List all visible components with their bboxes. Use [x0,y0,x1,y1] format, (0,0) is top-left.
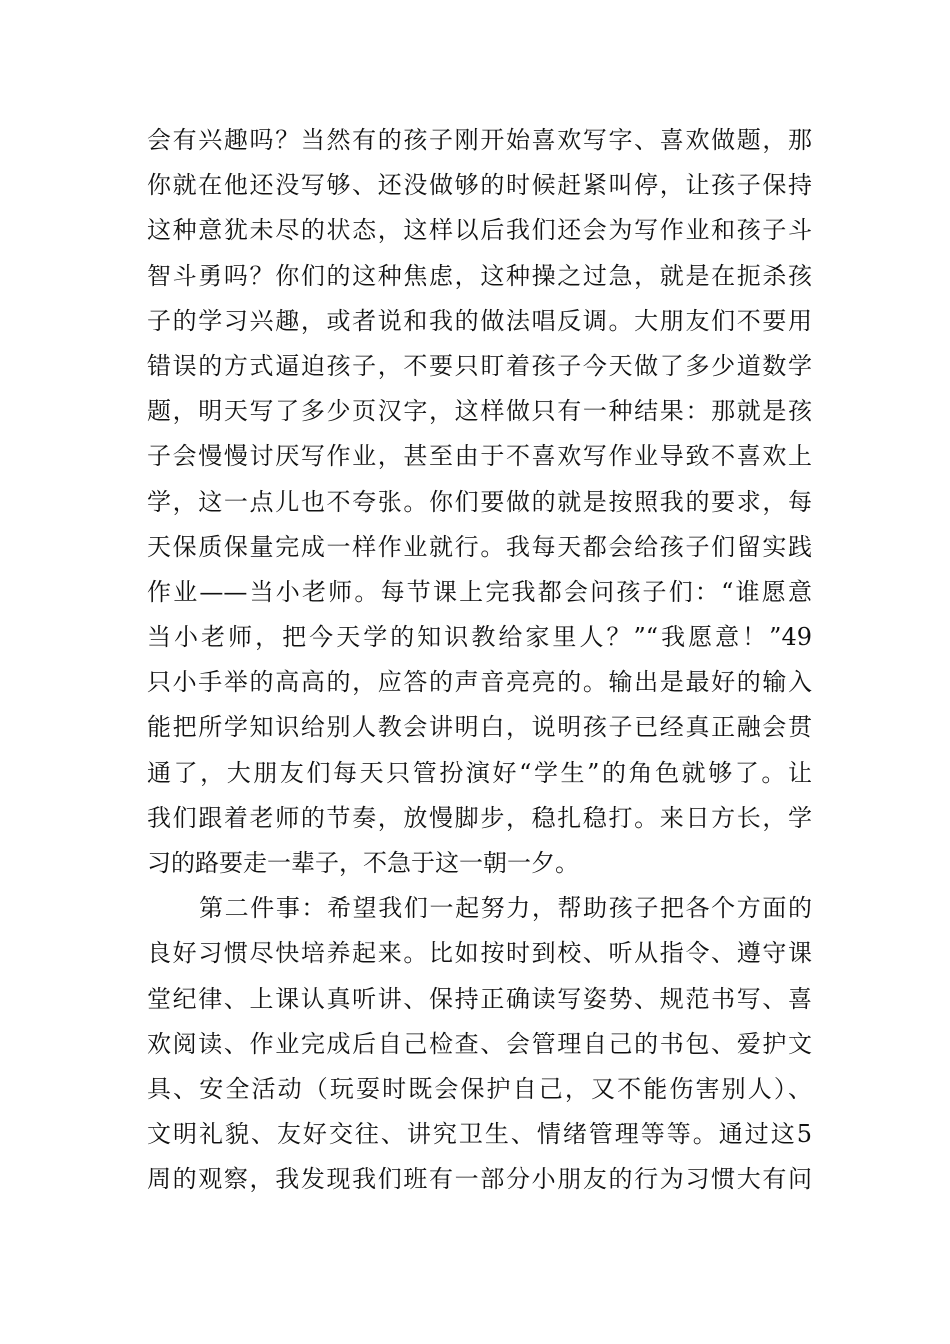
text-line: 文明礼貌、友好交往、讲究卫生、情绪管理等等。通过这5 [147,1120,812,1149]
text-line: 我们跟着老师的节奏，放慢脚步，稳扎稳打。来日方长，学 [147,803,812,832]
body-text [147,118,812,1203]
text-line: 周的观察，我发现我们班有一部分小朋友的行为习惯大有问 [147,1165,812,1194]
text-line: 学，这一点儿也不夸张。你们要做的就是按照我的要求，每 [147,487,812,516]
text-line: 天保质保量完成一样作业就行。我每天都会给孩子们留实践 [147,532,812,561]
text-line: 智斗勇吗？你们的这种焦虑，这种操之过急，就是在扼杀孩 [147,261,812,290]
paragraph-end-line: 习的路要走一辈子，不急于这一朝一夕。 [147,849,579,877]
text-line: 你就在他还没写够、还没做够的时候赶紧叫停，让孩子保持 [147,171,812,200]
text-line: 这种意犹未尽的状态，这样以后我们还会为写作业和孩子斗 [147,216,812,245]
text-line: 能把所学知识给别人教会讲明白，说明孩子已经真正融会贯 [147,713,812,742]
text-line: 堂纪律、上课认真听讲、保持正确读写姿势、规范书写、喜 [147,984,812,1013]
text-line: 只小手举的高高的，应答的声音亮亮的。输出是最好的输入 [147,668,812,697]
text-line: 作业——当小老师。每节课上完我都会问孩子们：“谁愿意 [147,577,812,606]
paragraph-start-line: 第二件事：希望我们一起努力，帮助孩子把各个方面的 [199,894,812,923]
text-line: 当小老师，把今天学的知识教给家里人？”“我愿意！”49 [147,623,812,652]
text-line: 子的学习兴趣，或者说和我的做法唱反调。大朋友们不要用 [147,306,812,335]
text-line: 会有兴趣吗？当然有的孩子刚开始喜欢写字、喜欢做题，那 [147,126,812,154]
text-line: 子会慢慢讨厌写作业，甚至由于不喜欢写作业导致不喜欢上 [147,442,812,471]
text-line: 良好习惯尽快培养起来。比如按时到校、听从指令、遵守课 [147,939,812,968]
text-line: 具、安全活动（玩耍时既会保护自己，又不能伤害别人）、 [147,1074,812,1103]
text-line: 题，明天写了多少页汉字，这样做只有一种结果：那就是孩 [147,397,812,426]
text-line: 错误的方式逼迫孩子，不要只盯着孩子今天做了多少道数学 [147,351,812,380]
text-line: 欢阅读、作业完成后自己检查、会管理自己的书包、爱护文 [147,1029,812,1058]
text-line: 通了，大朋友们每天只管扮演好“学生”的角色就够了。让 [147,758,812,787]
